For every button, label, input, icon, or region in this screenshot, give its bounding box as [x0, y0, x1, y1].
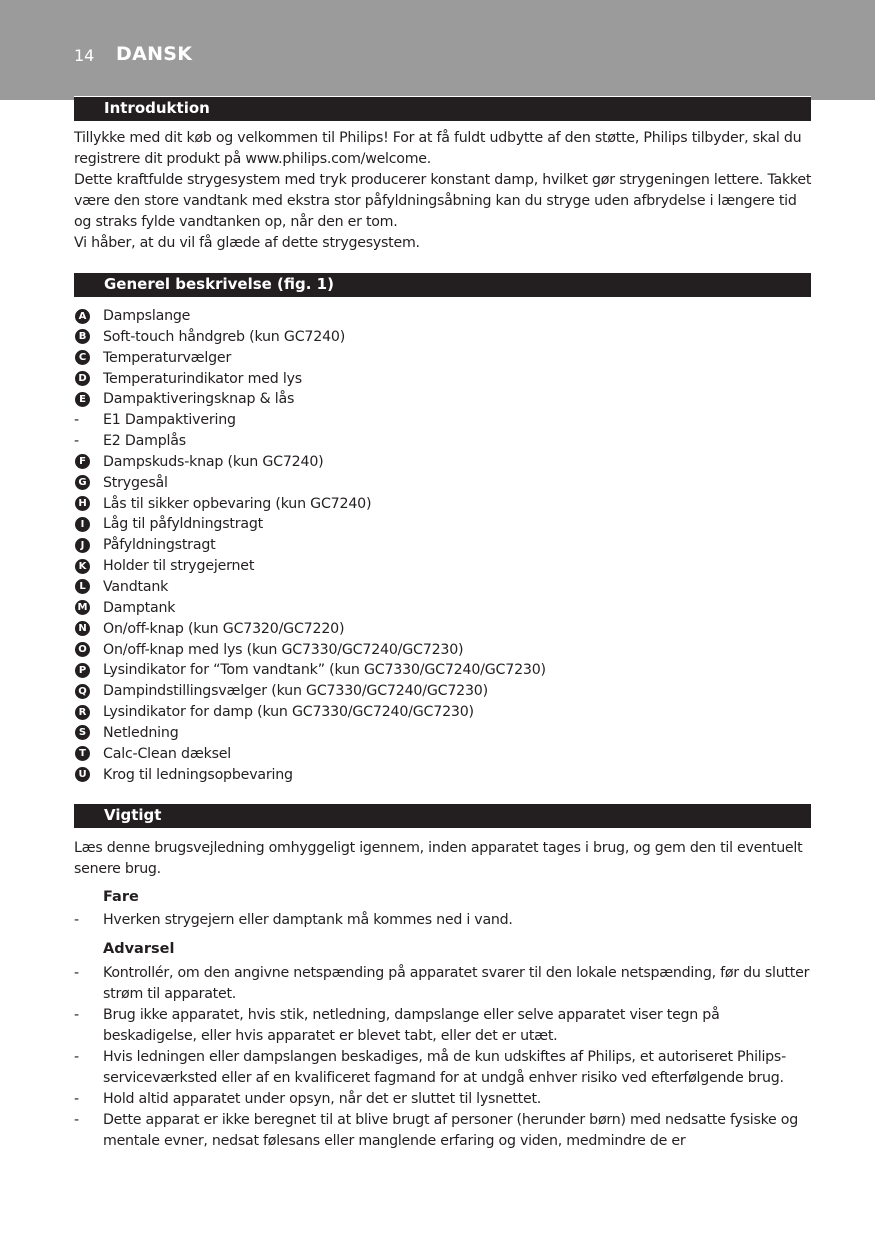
letter-badge: B	[75, 329, 90, 344]
part-label: Vandtank	[103, 578, 169, 595]
warning-item	[74, 1089, 814, 1110]
intro-paragraph: Vi håber, at du vil få glæde af dette strygesystem.	[74, 235, 420, 251]
letter-badge: L	[75, 579, 90, 594]
part-label: Lås til sikker opbevaring (kun GC7240)	[103, 495, 372, 512]
warning-item-text: Hold altid apparatet under opsyn, når det er sluttet til lysnettet.	[103, 1091, 542, 1107]
part-label: Calc-Clean dæksel	[103, 745, 232, 762]
part-list-item	[74, 452, 814, 473]
dash-marker: -	[74, 912, 79, 928]
part-list-item	[74, 744, 814, 765]
part-label: Temperaturvælger	[103, 349, 232, 366]
part-list-item	[74, 327, 814, 348]
part-list-item	[74, 577, 814, 598]
letter-badge: N	[75, 621, 90, 636]
part-list-item	[74, 556, 814, 577]
part-label: Strygesål	[103, 474, 168, 491]
intro-text	[74, 128, 814, 254]
letter-badge: O	[75, 642, 90, 657]
letter-badge: P	[75, 663, 90, 678]
part-label: Lysindikator for damp (kun GC7330/GC7240/GC7230)	[103, 704, 474, 721]
letter-badge: H	[75, 496, 90, 511]
part-label: On/off-knap (kun GC7320/GC7220)	[103, 620, 345, 637]
danger-heading: Fare	[103, 889, 139, 905]
section-bar-general-description	[74, 272, 811, 297]
part-label: E2 Damplås	[103, 433, 186, 450]
section-bar-introduction	[74, 96, 811, 121]
part-list-item	[74, 514, 814, 535]
part-list-item	[74, 431, 814, 452]
part-label: Temperaturindikator med lys	[103, 370, 302, 387]
part-label: Dampslange	[103, 308, 191, 324]
letter-badge: G	[75, 475, 90, 490]
part-list-item	[74, 494, 814, 515]
part-label: Soft-touch håndgreb (kun GC7240)	[103, 328, 346, 345]
section-title-general-description: Generel beskrivelse (fig. 1)	[104, 275, 334, 293]
part-label: Lysindikator for “Tom vandtank” (kun GC7330/GC7240/GC7230)	[103, 662, 546, 679]
intro-paragraph: Tillykke med dit køb og velkommen til Philips! For at få fuldt udbytte af den støtte, Philips tilbyder, skal du registrere dit produkt på www.philips.com/welcome.	[74, 130, 802, 167]
warning-item	[74, 1110, 814, 1152]
part-list-item	[74, 473, 814, 494]
page-number: 14	[74, 46, 95, 65]
letter-badge: R	[75, 705, 90, 720]
letter-badge: K	[75, 559, 90, 574]
warning-item-text: Brug ikke apparatet, hvis stik, netledning, dampslange eller selve apparatet viser tegn på beskadigelse, eller hvis apparatet er blevet tabt, eller det er utæt.	[103, 1007, 720, 1044]
part-label: Krog til ledningsopbevaring	[103, 766, 293, 783]
part-list-item	[74, 765, 814, 786]
dash-marker: -	[74, 433, 79, 450]
warning-heading: Advarsel	[103, 941, 175, 957]
part-label: Påfyldningstragt	[103, 537, 216, 554]
danger-item	[74, 910, 814, 931]
warning-item	[74, 1047, 814, 1089]
part-list-item	[74, 619, 814, 640]
letter-badge: A	[75, 309, 90, 324]
part-list-item	[74, 369, 814, 390]
part-label: E1 Dampaktivering	[103, 412, 236, 429]
dash-marker: -	[74, 1049, 79, 1065]
letter-badge: S	[75, 725, 90, 740]
part-label: Holder til strygejernet	[103, 558, 255, 575]
danger-list	[74, 910, 814, 931]
part-list-item	[74, 681, 814, 702]
letter-badge: C	[75, 350, 90, 365]
part-label: Låg til påfyldningstragt	[103, 516, 264, 533]
letter-badge: U	[75, 767, 90, 782]
warning-item	[74, 963, 814, 1005]
language-heading: DANSK	[116, 43, 193, 65]
section-title-introduction: Introduktion	[104, 99, 210, 117]
warning-item	[74, 1005, 814, 1047]
important-intro	[74, 838, 814, 880]
letter-badge: E	[75, 392, 90, 407]
section-bar-important	[74, 803, 811, 828]
letter-badge: Q	[75, 684, 90, 699]
warning-item-text: Hvis ledningen eller dampslangen beskadiges, må de kun udskiftes af Philips, et autoriseret Philips-serviceværksted eller af en kvalificeret fagmand for at undgå enhver risiko ved efterfølgende brug.	[103, 1049, 786, 1086]
section-title-important: Vigtigt	[104, 806, 162, 824]
warning-list	[74, 963, 814, 1152]
letter-badge: F	[75, 454, 90, 469]
letter-badge: M	[75, 600, 90, 615]
letter-badge: D	[75, 371, 90, 386]
part-list-item	[74, 535, 814, 556]
important-intro-text: Læs denne brugsvejledning omhyggeligt igennem, inden apparatet tages i brug, og gem den til eventuelt senere brug.	[74, 840, 803, 877]
part-list-item	[74, 702, 814, 723]
warning-item-text: Kontrollér, om den angivne netspænding på apparatet svarer til den lokale netspænding, før du slutter strøm til apparatet.	[103, 965, 810, 1002]
part-label: Dampaktiveringsknap & lås	[103, 391, 295, 408]
letter-badge: J	[75, 538, 90, 553]
dash-marker: -	[74, 412, 79, 429]
letter-badge: I	[75, 517, 90, 532]
dash-marker: -	[74, 1112, 79, 1128]
part-list-item	[74, 306, 814, 327]
part-label: Dampskuds-knap (kun GC7240)	[103, 453, 324, 470]
part-label: Netledning	[103, 724, 179, 741]
part-list-item	[74, 640, 814, 661]
dash-marker: -	[74, 1091, 79, 1107]
part-list-item	[74, 723, 814, 744]
intro-paragraph: Dette kraftfulde strygesystem med tryk producerer konstant damp, hvilket gør strygeningen lettere. Takket være den store vandtank med ekstra stor påfyldningsåbning kan du stryge uden afbrydelse i længere tid og straks fylde vandtanken op, når den er tom.	[74, 172, 812, 230]
part-list-item	[74, 598, 814, 619]
dash-marker: -	[74, 1007, 79, 1023]
warning-item-text: Dette apparat er ikke beregnet til at blive brugt af personer (herunder børn) med nedsatte fysiske og mentale evner, nedsat følesans eller manglende erfaring og viden, medmindre de er	[103, 1112, 798, 1149]
danger-item-text: Hverken strygejern eller damptank må kommes ned i vand.	[103, 912, 513, 928]
part-list-item	[74, 660, 814, 681]
part-list-item	[74, 389, 814, 410]
part-label: Damptank	[103, 599, 176, 616]
part-list-item	[74, 410, 814, 431]
part-list-item	[74, 348, 814, 369]
letter-badge: T	[75, 746, 90, 761]
parts-list	[74, 306, 814, 785]
dash-marker: -	[74, 965, 79, 981]
part-label: On/off-knap med lys (kun GC7330/GC7240/GC7230)	[103, 641, 464, 658]
part-label: Dampindstillingsvælger (kun GC7330/GC7240/GC7230)	[103, 683, 488, 700]
